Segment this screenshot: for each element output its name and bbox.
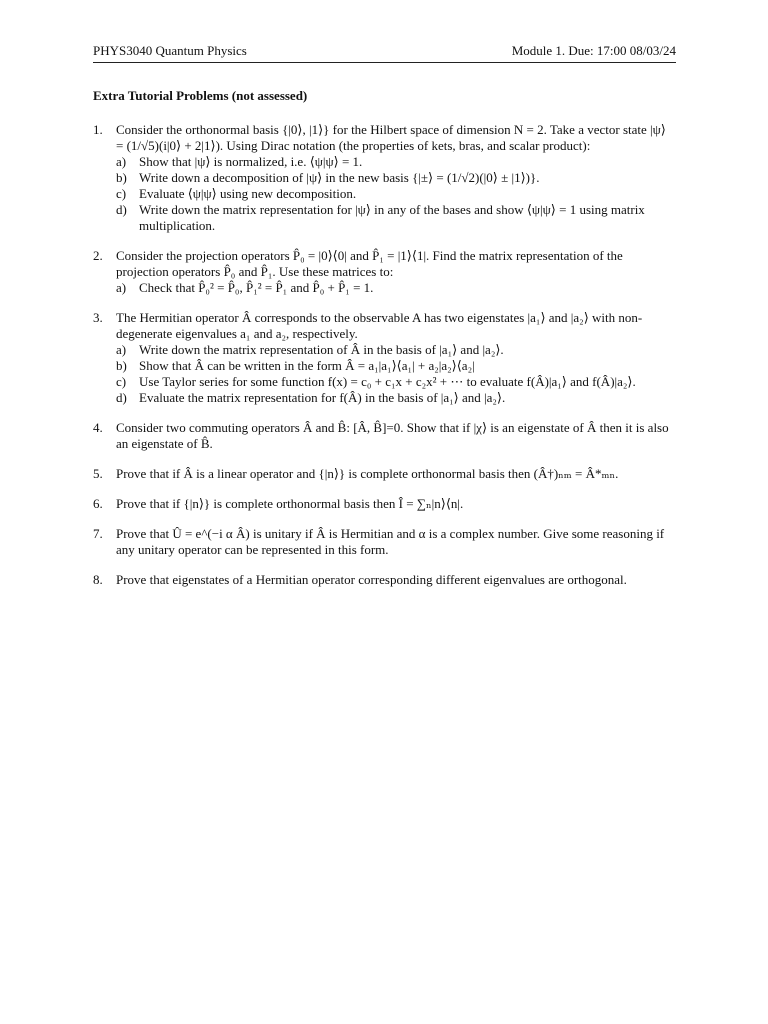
problem-number: 3.	[93, 310, 103, 325]
subproblem-text: Show that |ψ⟩ is normalized, i.e. ⟨ψ|ψ⟩ = 1.	[139, 154, 363, 169]
subproblem-item	[116, 186, 676, 202]
problem-item	[93, 122, 676, 234]
problem-number: 1.	[93, 122, 103, 137]
subproblem-text: Evaluate the matrix representation for f(Â) in the basis of |a₁⟩ and |a₂⟩.	[139, 390, 506, 405]
subproblem-item	[116, 390, 676, 406]
subproblem-letter: c)	[116, 186, 127, 201]
problem-item	[93, 466, 676, 482]
problem-text: The Hermitian operator Â corresponds to the observable A has two eigenstates |a₁⟩ and |a₂⟩ with non-degenerate eigenvalues a₁ and a₂, respectively.	[116, 310, 643, 341]
subproblem-letter: a)	[116, 154, 127, 169]
problem-item	[93, 248, 676, 296]
subproblem-letter: a)	[116, 280, 127, 295]
problem-text: Prove that if Â is a linear operator and {|n⟩} is complete orthonormal basis then (Â†)ₙₘ = Â*ₘₙ.	[116, 466, 619, 481]
subproblem-letter: c)	[116, 374, 127, 389]
due-date: Module 1. Due: 17:00 08/03/24	[511, 43, 676, 58]
problem-text: Consider two commuting operators Â and B̂: [Â, B̂]=0. Show that if |χ⟩ is an eigenstate of Â then it is also an eigenstate of B̂.	[116, 420, 669, 451]
subproblem-text: Write down a decomposition of |ψ⟩ in the new basis {|±⟩ = (1/√2)(|0⟩ ± |1⟩)}.	[139, 170, 540, 185]
subproblem-letter: b)	[116, 170, 127, 185]
subproblem-letter: d)	[116, 202, 127, 217]
course-title: PHYS3040 Quantum Physics	[93, 43, 247, 58]
subproblem-text: Write down the matrix representation for |ψ⟩ in any of the bases and show ⟨ψ|ψ⟩ = 1 using matrix multiplication.	[139, 202, 645, 233]
problem-item	[93, 420, 676, 452]
problem-item	[93, 310, 676, 406]
subproblem-text: Use Taylor series for some function f(x) = c₀ + c₁x + c₂x² + ⋯ to evaluate f(Â)|a₁⟩ and f(Â)|a₂⟩.	[139, 374, 636, 389]
subproblem-item	[116, 280, 676, 296]
subproblem-text: Check that P̂₀² = P̂₀, P̂₁² = P̂₁ and P̂₀ + P̂₁ = 1.	[139, 280, 374, 295]
subproblem-text: Show that Â can be written in the form Â = a₁|a₁⟩⟨a₁| + a₂|a₂⟩⟨a₂|	[139, 358, 475, 373]
problem-number: 4.	[93, 420, 103, 435]
problem-number: 6.	[93, 496, 103, 511]
subproblem-item	[116, 170, 676, 186]
subproblem-text: Evaluate ⟨ψ|ψ⟩ using new decomposition.	[139, 186, 357, 201]
problem-number: 2.	[93, 248, 103, 263]
problem-text: Prove that eigenstates of a Hermitian operator corresponding different eigenvalues are orthogonal.	[116, 572, 627, 587]
problem-text: Prove that if {|n⟩} is complete orthonormal basis then Î = ∑ₙ|n⟩⟨n|.	[116, 496, 464, 511]
subproblem-letter: d)	[116, 390, 127, 405]
subproblem-item	[116, 374, 676, 390]
page-header	[93, 42, 676, 63]
section-title: Extra Tutorial Problems (not assessed)	[93, 88, 308, 103]
subproblem-item	[116, 154, 676, 170]
problem-text: Prove that Û = e^(−i α Â) is unitary if Â is Hermitian and α is a complex number. Give some reasoning if any unitary operator can be represented in this form.	[116, 526, 665, 557]
problem-text: Consider the projection operators P̂₀ = |0⟩⟨0| and P̂₁ = |1⟩⟨1|. Find the matrix representation of the projection operators P̂₀ and P̂₁. Use these matrices to:	[116, 248, 623, 279]
problem-item	[93, 496, 676, 512]
subproblem-item	[116, 202, 676, 234]
subproblem-letter: a)	[116, 342, 127, 357]
problem-item	[93, 526, 676, 558]
problem-number: 5.	[93, 466, 103, 481]
problem-text: Consider the orthonormal basis {|0⟩, |1⟩} for the Hilbert space of dimension N = 2. Take a vector state |ψ⟩ = (1/√5)(i|0⟩ + 2|1⟩). Using Dirac notation (the properties of kets, bras, and scalar product):	[116, 122, 666, 153]
subproblem-item	[116, 358, 676, 374]
subproblem-text: Write down the matrix representation of Â in the basis of |a₁⟩ and |a₂⟩.	[139, 342, 504, 357]
subproblem-letter: b)	[116, 358, 127, 373]
problem-number: 8.	[93, 572, 103, 587]
problem-list	[93, 122, 676, 602]
subproblem-item	[116, 342, 676, 358]
problem-number: 7.	[93, 526, 103, 541]
problem-item	[93, 572, 676, 588]
